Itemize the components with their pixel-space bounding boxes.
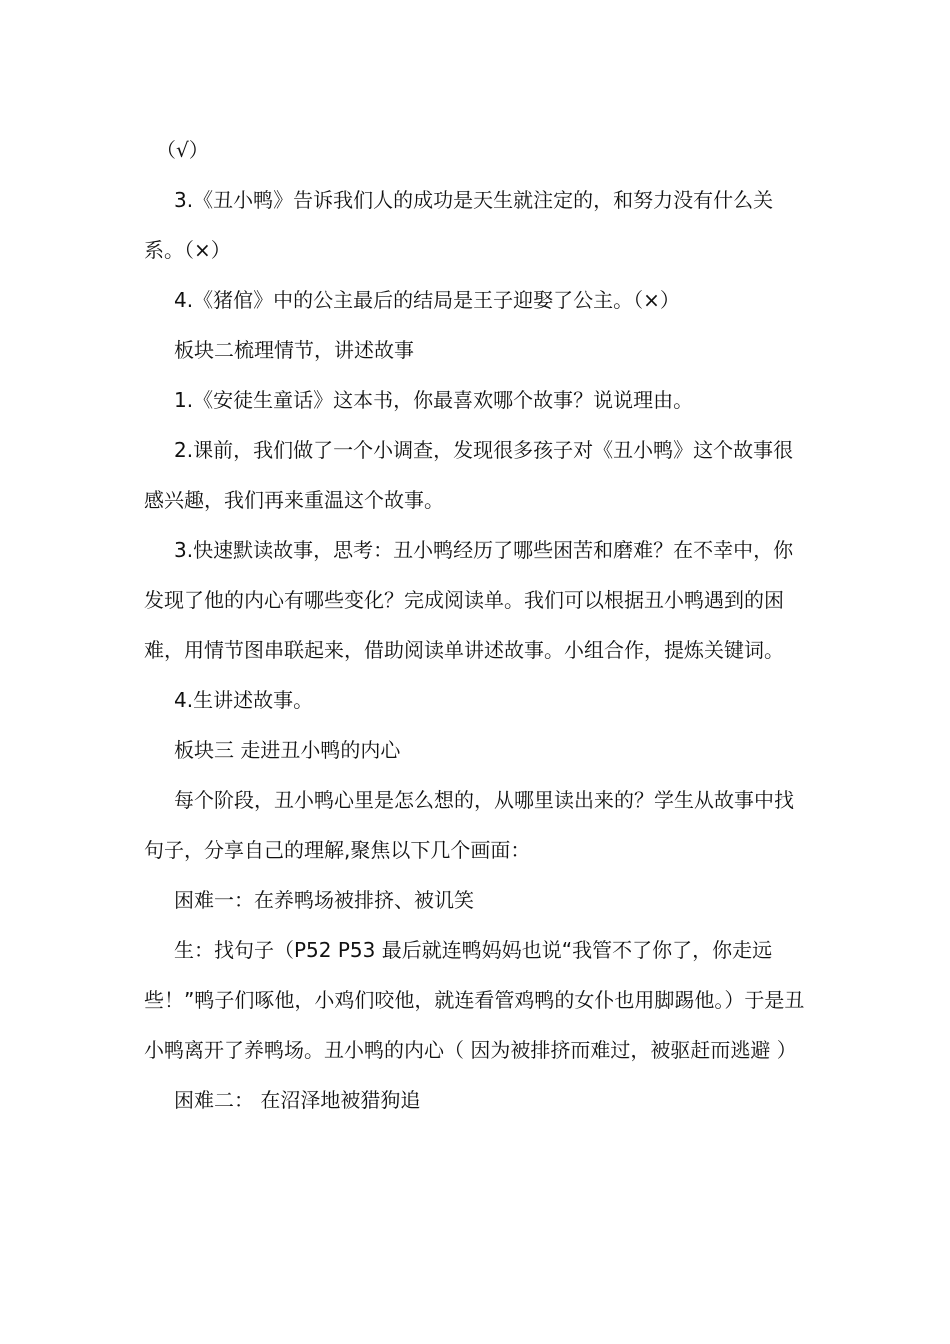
question-4: 4.《猪倌》中的公主最后的结局是王子迎娶了公主。（×）: [174, 288, 680, 312]
difficulty-1: 困难一：在养鸭场被排挤、被讥笑: [174, 888, 474, 912]
section-3-intro: 每个阶段，丑小鸭心里是怎么想的，从哪里读出来的？学生从故事中找句子，分享自己的理解,聚焦以下几个画面：: [144, 788, 794, 862]
student-answer: 生：找句子（P52 P53 最后就连鸭妈妈也说“我管不了你了，你走远些！”鸭子们啄他，小鸡们咬他，就连看管鸡鸭的女仆也用脚踢他。）于是丑小鸭离开了养鸭场。丑小鸭的内心（ 因为被排挤而难过，被驱赶而逃避 ）: [144, 938, 805, 1062]
answer-mark: （√）: [156, 138, 209, 162]
document-body: [144, 125, 808, 1125]
step-2: 2.课前，我们做了一个小调查，发现很多孩子对《丑小鸭》这个故事很感兴趣，我们再来重温这个故事。: [144, 438, 794, 512]
difficulty-2: 困难二： 在沼泽地被猎狗追: [174, 1088, 421, 1112]
step-1: 1.《安徒生童话》这本书，你最喜欢哪个故事？说说理由。: [174, 388, 694, 412]
section-heading-2: 板块二梳理情节，讲述故事: [174, 338, 414, 362]
section-heading-3: 板块三 走进丑小鸭的内心: [174, 738, 401, 762]
step-3: 3.快速默读故事，思考：丑小鸭经历了哪些困苦和磨难？在不幸中，你发现了他的内心有哪些变化？完成阅读单。我们可以根据丑小鸭遇到的困难，用情节图串联起来，借助阅读单讲述故事。小组合作，提炼关键词。: [144, 538, 794, 662]
question-3: 3.《丑小鸭》告诉我们人的成功是天生就注定的，和努力没有什么关系。（×）: [144, 188, 774, 262]
step-4: 4.生讲述故事。: [174, 688, 314, 712]
